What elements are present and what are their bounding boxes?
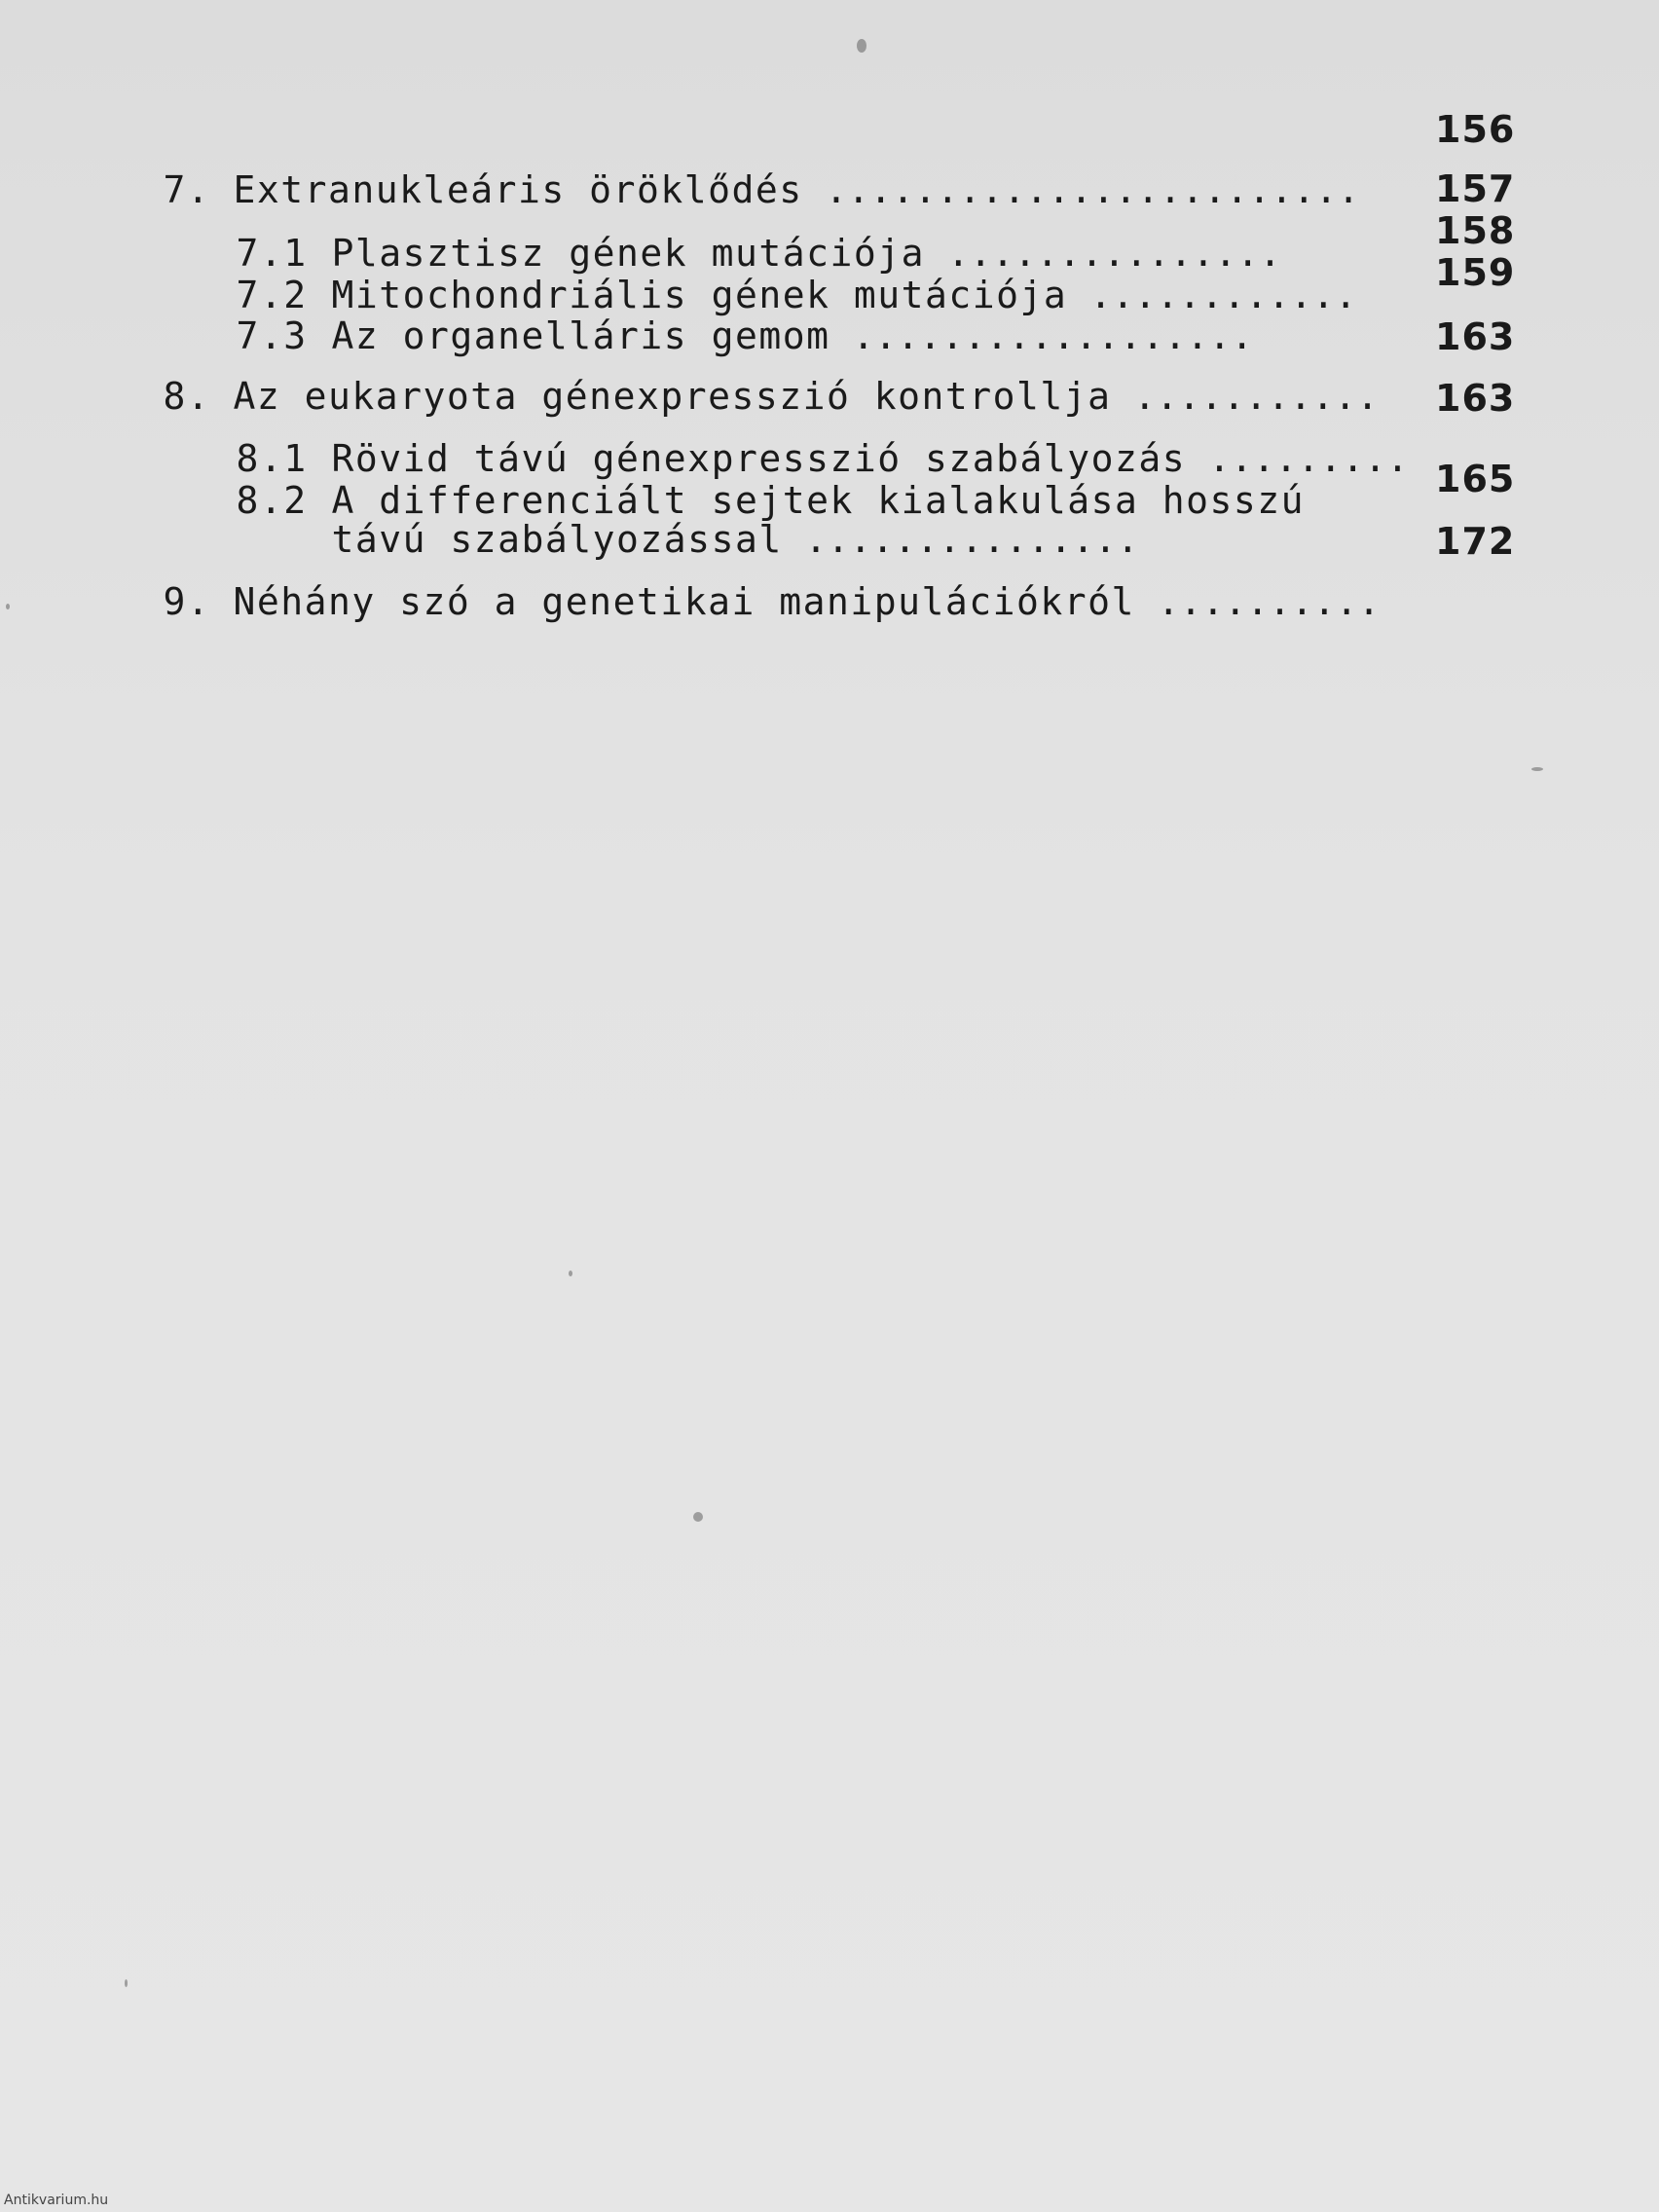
chapter-number: 7. xyxy=(163,168,211,211)
dot-leader: ............... xyxy=(782,518,1139,561)
paper-speck xyxy=(1531,767,1543,771)
dot-leader: ......... xyxy=(1186,437,1409,480)
chapter-title: Extranukleáris öröklődés xyxy=(233,168,803,211)
paper-speck xyxy=(6,604,10,609)
paper-speck xyxy=(125,1979,128,1987)
section-number: 8.1 xyxy=(236,437,308,480)
chapter-number: 8. xyxy=(163,375,211,418)
page-number-section-7-2: 158 xyxy=(1435,209,1516,252)
section-title: A differenciált sejtek kialakulása hosszú xyxy=(331,479,1306,522)
section-title-continuation: távú szabályozással xyxy=(331,518,783,561)
dot-leader: ........... xyxy=(1111,375,1380,418)
dot-leader: .......... xyxy=(1134,580,1381,623)
section-title: Plasztisz gének mutációja xyxy=(331,232,925,275)
watermark: Antikvarium.hu xyxy=(4,2193,109,2208)
chapter-title: Az eukaryota génexpresszió kontrollja xyxy=(233,375,1112,418)
dot-leader: .................. xyxy=(830,314,1254,357)
chapter-number: 9. xyxy=(163,580,211,623)
dot-leader: ............... xyxy=(924,232,1282,275)
dot-leader: ........................ xyxy=(802,168,1360,211)
page-number-section-7-1: 157 xyxy=(1435,167,1516,210)
paper-speck xyxy=(693,1512,703,1522)
section-title: Az organelláris gemom xyxy=(331,314,830,357)
paper-speck xyxy=(569,1271,572,1276)
page-number-chapter-8: 163 xyxy=(1435,315,1516,358)
page-number-section-7-3: 159 xyxy=(1435,251,1516,294)
page-number-section-8-2: 165 xyxy=(1435,458,1516,500)
section-title: Rövid távú génexpresszió szabályozás xyxy=(331,437,1187,480)
section-number: 8.2 xyxy=(236,479,308,522)
section-title: Mitochondriális gének mutációja xyxy=(331,274,1068,316)
dot-leader: ............ xyxy=(1067,274,1357,316)
section-number: 7.1 xyxy=(236,232,308,275)
page-number-section-8-1: 163 xyxy=(1435,377,1516,420)
page-number-chapter-7: 156 xyxy=(1435,108,1516,151)
chapter-title: Néhány szó a genetikai manipulációkról xyxy=(233,580,1135,623)
section-number: 7.3 xyxy=(236,314,308,357)
section-number: 7.2 xyxy=(236,274,308,316)
toc-entry-chapter-9 xyxy=(68,546,1381,657)
paper-speck xyxy=(857,39,866,53)
page-number-chapter-9: 172 xyxy=(1435,520,1516,563)
